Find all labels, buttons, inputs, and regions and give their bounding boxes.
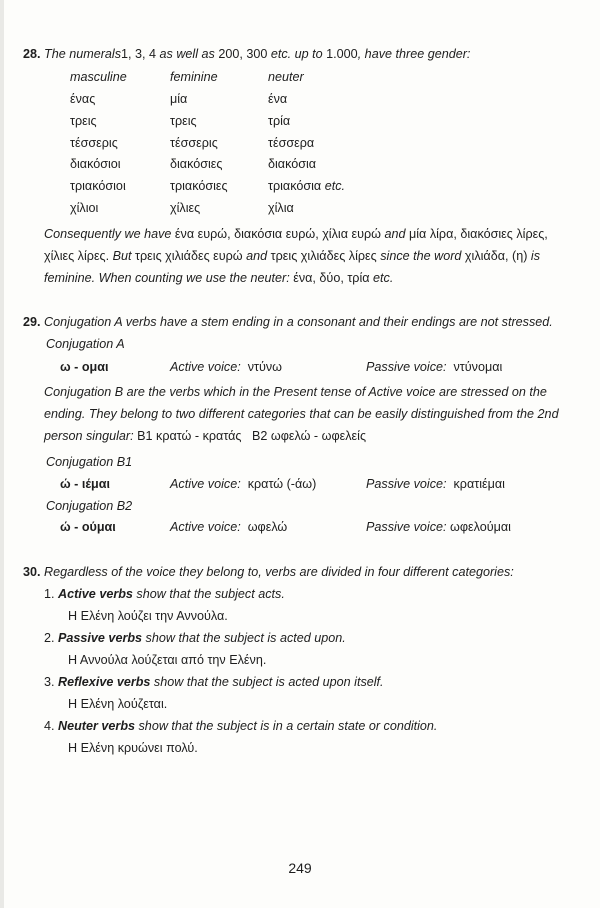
active-voice-b2: Active voice: ωφελώ xyxy=(170,520,288,534)
verb-category: 3. Reflexive verbs show that the subject is acted upon itself. xyxy=(44,675,384,689)
active-voice-a: Active voice: ντύνω xyxy=(170,360,282,374)
verb-category: 1. Active verbs show that the subject acts. xyxy=(44,587,285,601)
section-29-para-line1: Conjugation B are the verbs which in the Present tense of Active voice are stressed on the xyxy=(44,385,547,399)
numeral-cell: διακόσιοι xyxy=(70,157,121,171)
numeral-cell: διακόσιες xyxy=(170,157,223,171)
numeral-cell: τέσσερα xyxy=(268,136,315,150)
conjugation-a-heading: Conjugation A xyxy=(46,337,125,351)
page-number: 249 xyxy=(288,860,312,876)
example-sentence: Η Ελένη κρυώνει πολύ. xyxy=(68,741,198,755)
section-29-para-line3: person singular: B1 κρατώ - κρατάς B2 ωφελώ - ωφελείς xyxy=(44,429,367,443)
header-feminine: feminine xyxy=(170,70,218,84)
section-number: 30. xyxy=(23,565,41,579)
ending-b1: ώ - ιέμαι xyxy=(60,477,110,491)
conjugation-b1-heading: Conjugation B1 xyxy=(46,455,133,469)
section-29-para-line2: ending. They belong to two different categories that can be easily distinguished from the 2nd xyxy=(44,407,559,421)
numeral-cell: τριακόσιες xyxy=(170,179,228,193)
section-number: 28. xyxy=(23,47,41,61)
example-sentence: Η Ελένη λούζεται. xyxy=(68,697,168,711)
section-number: 29. xyxy=(23,315,41,329)
example-sentence: Η Αννούλα λούζεται από την Ελένη. xyxy=(68,653,267,667)
example-sentence: Η Ελένη λούζει την Αννούλα. xyxy=(68,609,228,623)
etc-note: etc. xyxy=(324,179,346,193)
numeral-cell: διακόσια xyxy=(268,157,317,171)
numeral-cell: ένας xyxy=(70,92,96,106)
passive-voice-a: Passive voice: ντύνομαι xyxy=(366,360,503,374)
numeral-cell: χίλια xyxy=(268,201,294,215)
numeral-cell: τρεις xyxy=(170,114,197,128)
numeral-cell: χίλιοι xyxy=(70,201,99,215)
section-28-note-line3: feminine. When counting we use the neuter: ένα, δύο, τρία etc. xyxy=(44,271,394,285)
ending-a: ω - ομαι xyxy=(60,360,109,374)
section-30-intro: 30. Regardless of the voice they belong to, verbs are divided in four different categories: xyxy=(23,565,514,579)
numeral-cell: χίλιες xyxy=(170,201,201,215)
numeral-cell: τριακόσιοι xyxy=(70,179,126,193)
passive-voice-b2: Passive voice: ωφελούμαι xyxy=(366,520,511,534)
passive-voice-b1: Passive voice: κρατιέμαι xyxy=(366,477,505,491)
numeral-cell: τριακόσια etc. xyxy=(268,179,346,193)
verb-category: 4. Neuter verbs show that the subject is in a certain state or condition. xyxy=(44,719,438,733)
numeral-cell: τρία xyxy=(268,114,291,128)
numeral-cell: τρεις xyxy=(70,114,97,128)
verb-category: 2. Passive verbs show that the subject is acted upon. xyxy=(44,631,346,645)
active-voice-b1: Active voice: κρατώ (-άω) xyxy=(170,477,317,491)
numeral-cell: τέσσερις xyxy=(70,136,118,150)
section-28-note-line2: χίλιες λίρες. But τρεις χιλιάδες ευρώ and τρεις χιλιάδες λίρες since the word χιλιάδα, (η) is xyxy=(44,249,540,263)
numeral-cell: τέσσερις xyxy=(170,136,218,150)
numeral-cell: ένα xyxy=(268,92,288,106)
section-28-note-line1: Consequently we have ένα ευρώ, διακόσια ευρώ, χίλια ευρώ and μία λίρα, διακόσιες λίρες, xyxy=(44,227,548,241)
section-29-intro: 29. Conjugation A verbs have a stem ending in a consonant and their endings are not stressed. xyxy=(23,315,553,329)
conjugation-b2-heading: Conjugation B2 xyxy=(46,499,133,513)
header-neuter: neuter xyxy=(268,70,304,84)
header-masculine: masculine xyxy=(70,70,127,84)
ending-b2: ώ - ούμαι xyxy=(60,520,116,534)
section-28-intro: 28. The numerals1, 3, 4 as well as 200, 300 etc. up to 1.000, have three gender: xyxy=(23,47,471,61)
numeral-cell: μία xyxy=(170,92,188,106)
page-edge xyxy=(0,0,4,908)
